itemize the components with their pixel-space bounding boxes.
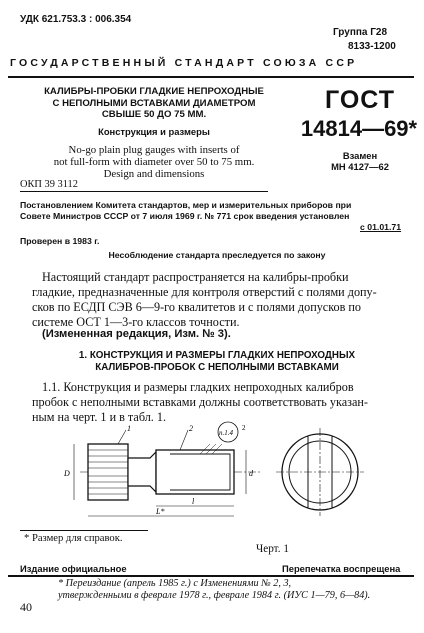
leader-1 — [118, 430, 126, 444]
group-code: Группа Г28 — [333, 27, 388, 38]
section-1-paragraph — [32, 380, 410, 425]
page-number: 40 — [20, 600, 32, 614]
decree-line2: Совете Министров СССР от 7 июля 1969 г. № 771 срок введения установлен — [20, 211, 350, 221]
dim-l-label: l — [192, 497, 195, 506]
figure-caption: Черт. 1 — [256, 543, 289, 555]
decree-date: с 01.01.71 — [360, 222, 402, 232]
leader-2 — [180, 430, 188, 450]
title-en-line3: Design and dimensions — [103, 168, 205, 180]
dim-D-label: D — [64, 469, 70, 478]
callout-detail: п.1.4 — [219, 429, 233, 437]
intro-line1: Настоящий стандарт распространяется на калибры-пробки — [42, 270, 349, 284]
reprint-prohibited: Перепечатка воспрещена — [282, 563, 401, 574]
replace-code: МН 4127—62 — [331, 161, 389, 172]
dim-d-label: d — [249, 469, 253, 478]
checked-year: Проверен в 1983 г. — [20, 236, 100, 246]
title-ru-line3: СВЫШЕ 50 ДО 75 ММ. — [101, 109, 207, 120]
gauge-drawing — [60, 420, 380, 524]
title-en-line1: No-go plain plug gauges with inserts of — [68, 144, 240, 156]
banner-rule — [8, 76, 414, 78]
callout-1: 1 — [127, 424, 131, 433]
reissue-line1: * Переиздание (апрель 1985 г.) с Изменениями № 2, 3, — [58, 578, 292, 589]
title-ru-line2: С НЕПОЛНЫМИ ВСТАВКАМИ ДИАМЕТРОМ — [52, 97, 256, 109]
udk-code: УДК 621.753.3 : 006.354 — [20, 14, 132, 25]
intro-line2: гладкие, предназначенные для контроля отверстий с полями допу- — [32, 285, 377, 299]
intro-line3: сков по ЕСДП СЭВ 6—9-го квалитетов и с полями допусков по — [32, 300, 362, 314]
decree-line1: Постановлением Комитета стандартов, мер и измерительных приборов при — [20, 200, 352, 210]
callout-2: 2 — [189, 424, 193, 433]
gost-number: 14814—69* — [300, 116, 418, 141]
okp-code: ОКП 39 3112 — [20, 179, 78, 190]
footnote: * Размер для справок. — [24, 533, 123, 544]
standard-banner: ГОСУДАРСТВЕННЫЙ СТАНДАРТ СОЮЗА ССР — [10, 57, 358, 69]
section-1-line3: ным на черт. 1 и в табл. 1. — [32, 410, 167, 424]
amendment-note: (Измененная редакция, Изм. № 3). — [42, 328, 231, 340]
official-edition: Издание официальное — [20, 563, 127, 574]
callout-detail-2: 2 — [242, 424, 246, 432]
replace-label: Взамен — [342, 150, 378, 161]
footnote-rule — [20, 530, 148, 531]
okstu-code: 8133-1200 — [348, 41, 396, 52]
title-ru-subtitle: Конструкция и размеры — [98, 126, 210, 137]
gauge-neck — [128, 452, 156, 492]
title-en-line2: not full-form with diameter over 50 to 75 mm. — [53, 156, 255, 168]
okp-rule — [20, 191, 268, 192]
intro-line4: системе ОСТ 1—3-го классов точности. — [32, 315, 240, 329]
intro-paragraph — [32, 270, 410, 330]
gauge-handle — [88, 444, 128, 500]
gost-label: ГОСТ — [325, 86, 395, 114]
title-ru — [30, 86, 278, 121]
section-1-heading — [20, 350, 414, 374]
footer-rule — [8, 575, 414, 577]
title-en — [30, 144, 278, 180]
section-1-heading-line2: КАЛИБРОВ-ПРОБОК С НЕПОЛНЫМИ ВСТАВКАМИ — [95, 362, 339, 373]
gauge-insert — [156, 450, 234, 494]
section-1-line2: пробок с неполными вставками должны соответствовать указан- — [32, 395, 368, 409]
section-1-line1: 1.1. Конструкция и размеры гладких непроходных калибров — [42, 380, 354, 394]
decree-text — [20, 200, 414, 222]
dim-L-label: L* — [156, 507, 165, 516]
title-ru-line1: КАЛИБРЫ-ПРОБКИ ГЛАДКИЕ НЕПРОХОДНЫЕ — [44, 86, 264, 97]
reissue-line2: утвержденными в феврале 1978 г., феврале 1984 г. (ИУС 1—79, 6—84). — [58, 590, 371, 601]
section-1-heading-line1: 1. КОНСТРУКЦИЯ И РАЗМЕРЫ ГЛАДКИХ НЕПРОХОДНЫХ — [78, 350, 356, 361]
law-warning: Несоблюдение стандарта преследуется по закону — [108, 250, 326, 260]
